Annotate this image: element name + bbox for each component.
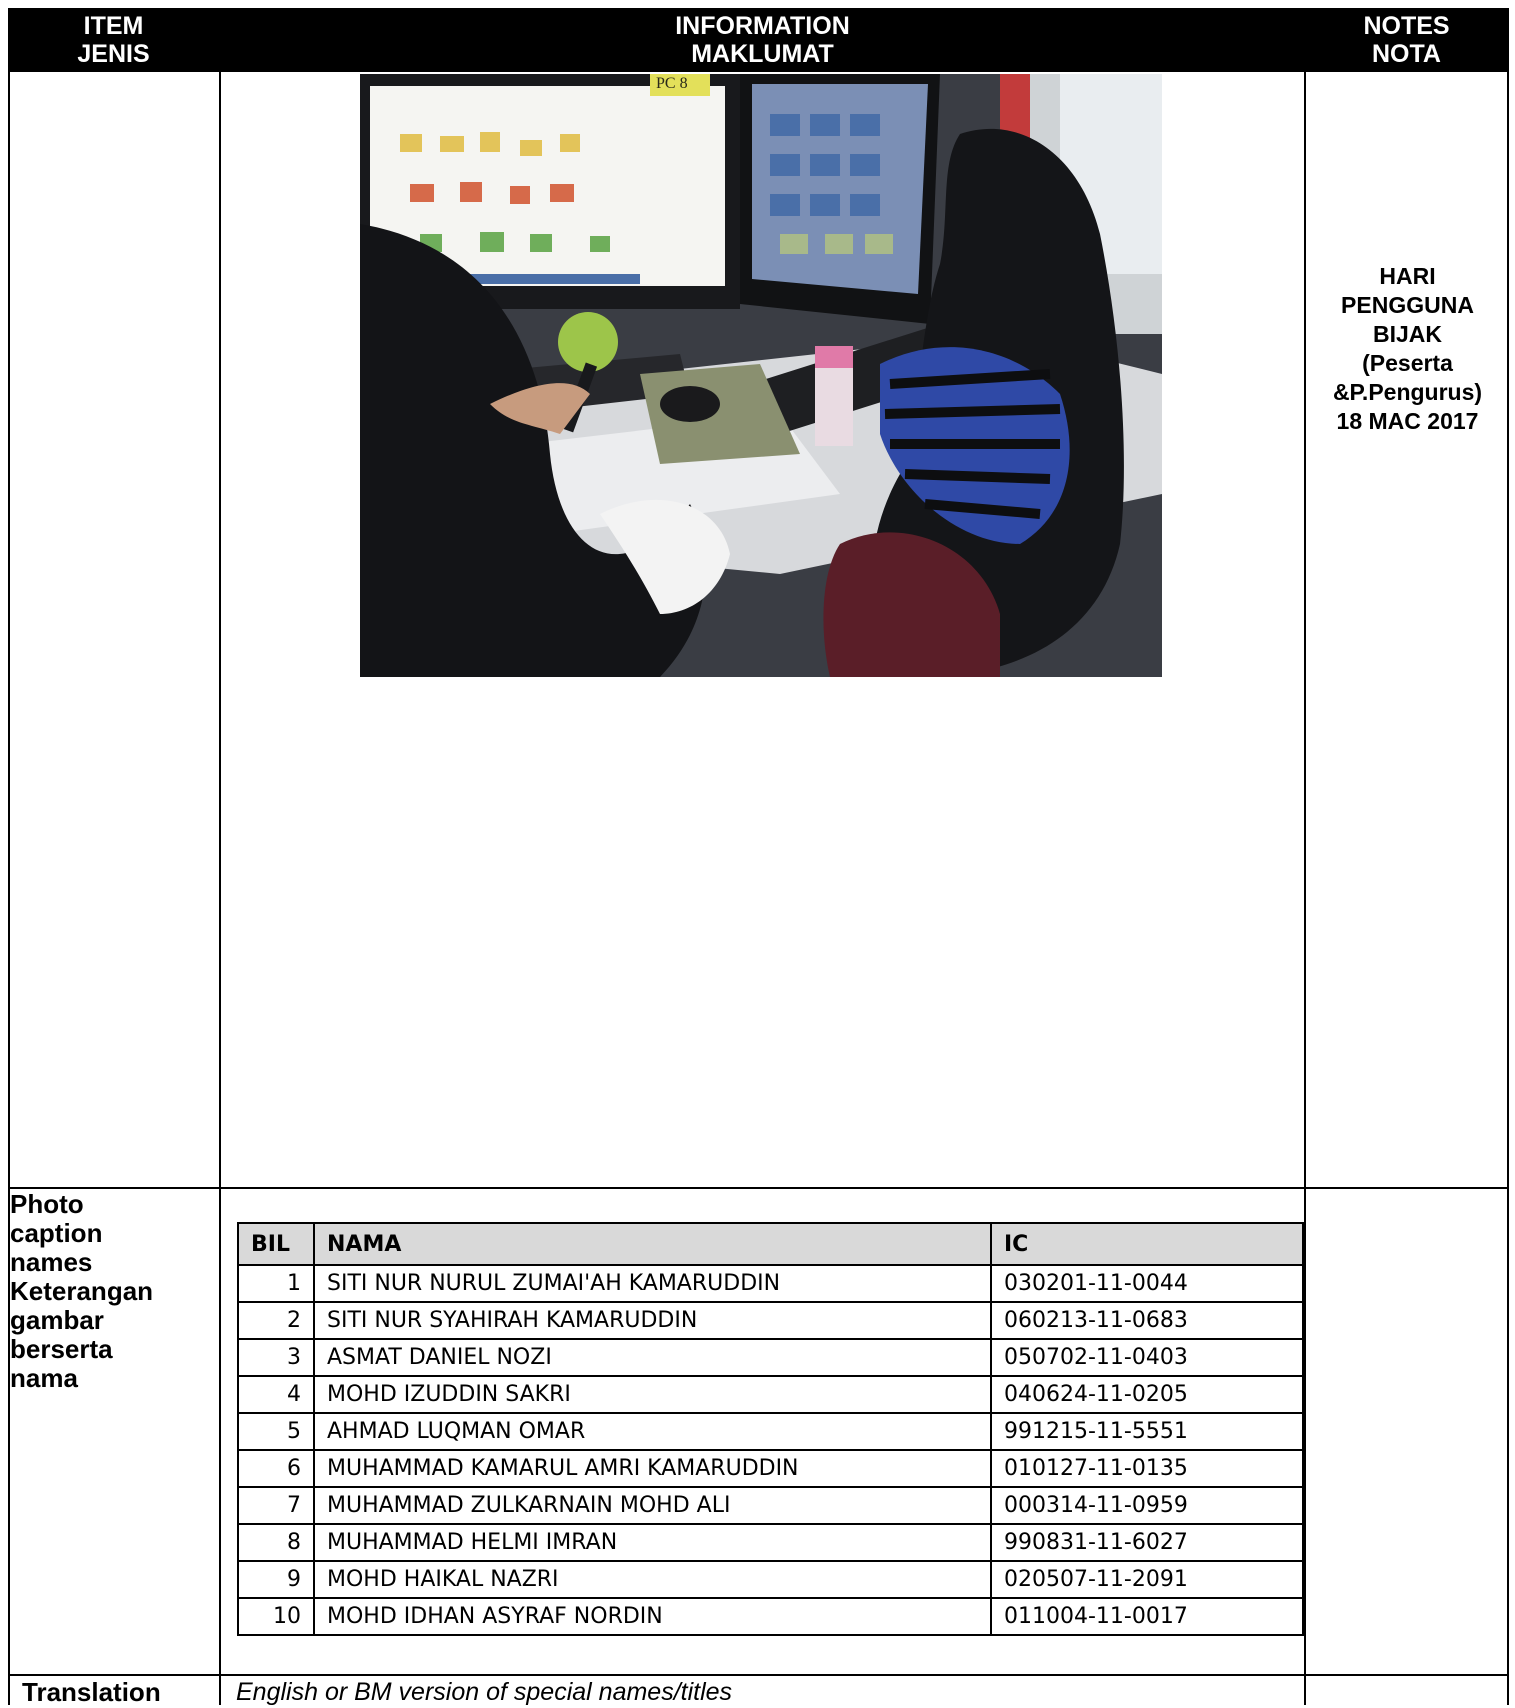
cell-bil: 10: [238, 1598, 314, 1635]
table-row: [238, 1339, 1303, 1376]
cell-bil: 2: [238, 1302, 314, 1339]
grid-line: [8, 1674, 1509, 1676]
table-row: [238, 1265, 1303, 1302]
notes-line: &P.Pengurus): [1332, 379, 1483, 405]
cell-ic: 011004-11-0017: [991, 1598, 1303, 1635]
translation-label: Translation: [22, 1677, 161, 1707]
photo-illustration: [360, 74, 1162, 677]
cell-bil: 8: [238, 1524, 314, 1561]
grid-line: [1507, 8, 1509, 1705]
cell-ic: 040624-11-0205: [991, 1376, 1303, 1413]
table-row: [238, 1450, 1303, 1487]
cell-nama: SITI NUR NURUL ZUMAI'AH KAMARUDDIN: [314, 1265, 991, 1302]
cell-ic: 010127-11-0135: [991, 1450, 1303, 1487]
header-item-bm: JENIS: [77, 40, 150, 68]
cell-bil: 4: [238, 1376, 314, 1413]
cell-ic: 050702-11-0403: [991, 1339, 1303, 1376]
caption-line: Keterangan: [10, 1276, 154, 1306]
column-header-ic: IC: [991, 1223, 1303, 1265]
grid-line: [1304, 8, 1306, 1705]
cell-nama: MUHAMMAD HELMI IMRAN: [314, 1524, 991, 1561]
grid-line: [8, 8, 10, 1705]
table-row: [238, 1524, 1303, 1561]
cell-ic: 991215-11-5551: [991, 1413, 1303, 1450]
table-row: [238, 1413, 1303, 1450]
notes-line: HARI: [1379, 263, 1436, 289]
header-item-en: ITEM: [83, 12, 144, 40]
cell-ic: 990831-11-6027: [991, 1524, 1303, 1561]
notes-line: BIJAK: [1372, 321, 1442, 347]
column-header-bil: BIL: [238, 1223, 314, 1265]
cell-ic: 020507-11-2091: [991, 1561, 1303, 1598]
cell-bil: 5: [238, 1413, 314, 1450]
caption-line: gambar: [10, 1305, 104, 1335]
notes-line: 18 MAC 2017: [1336, 408, 1479, 434]
header-notes-bm: NOTA: [1372, 40, 1441, 68]
header-notes-en: NOTES: [1363, 12, 1450, 40]
table-row: [238, 1561, 1303, 1598]
cell-bil: 9: [238, 1561, 314, 1598]
cell-nama: AHMAD LUQMAN OMAR: [314, 1413, 991, 1450]
caption-line: caption: [10, 1218, 103, 1248]
cell-nama: ASMAT DANIEL NOZI: [314, 1339, 991, 1376]
notes-line: PENGGUNA: [1341, 292, 1474, 318]
photo-caption-label: [10, 1190, 215, 1393]
caption-line: berserta: [10, 1334, 113, 1364]
notes-text: [1308, 262, 1507, 436]
grid-line: [8, 1187, 1509, 1189]
header-information-bm: MAKLUMAT: [691, 40, 834, 68]
header-notes: [1306, 8, 1507, 72]
caption-line: names: [10, 1247, 93, 1277]
table-row: [238, 1598, 1303, 1635]
cell-bil: 3: [238, 1339, 314, 1376]
caption-line: nama: [10, 1363, 78, 1393]
cell-nama: MOHD IZUDDIN SAKRI: [314, 1376, 991, 1413]
header-information-en: INFORMATION: [675, 12, 850, 40]
cell-bil: 7: [238, 1487, 314, 1524]
header-information: [221, 8, 1304, 72]
cell-ic: 060213-11-0683: [991, 1302, 1303, 1339]
cell-nama: MOHD HAIKAL NAZRI: [314, 1561, 991, 1598]
cell-nama: SITI NUR SYAHIRAH KAMARUDDIN: [314, 1302, 991, 1339]
table-row: [238, 1302, 1303, 1339]
notes-line: (Peserta: [1362, 350, 1453, 376]
cell-ic: 030201-11-0044: [991, 1265, 1303, 1302]
translation-text: English or BM version of special names/titles: [236, 1678, 733, 1706]
table-header-row: [238, 1223, 1303, 1265]
column-header-nama: NAMA: [314, 1223, 991, 1265]
pc-sign-label: PC 8: [656, 75, 688, 92]
activity-photo: [360, 74, 1162, 677]
caption-line: Photo: [10, 1189, 84, 1219]
cell-nama: MOHD IDHAN ASYRAF NORDIN: [314, 1598, 991, 1635]
cell-nama: MUHAMMAD ZULKARNAIN MOHD ALI: [314, 1487, 991, 1524]
header-item: [8, 8, 219, 72]
cell-nama: MUHAMMAD KAMARUL AMRI KAMARUDDIN: [314, 1450, 991, 1487]
participant-table: [237, 1222, 1304, 1636]
cell-bil: 1: [238, 1265, 314, 1302]
cell-bil: 6: [238, 1450, 314, 1487]
grid-line: [219, 8, 221, 1705]
cell-ic: 000314-11-0959: [991, 1487, 1303, 1524]
table-row: [238, 1487, 1303, 1524]
table-row: [238, 1376, 1303, 1413]
